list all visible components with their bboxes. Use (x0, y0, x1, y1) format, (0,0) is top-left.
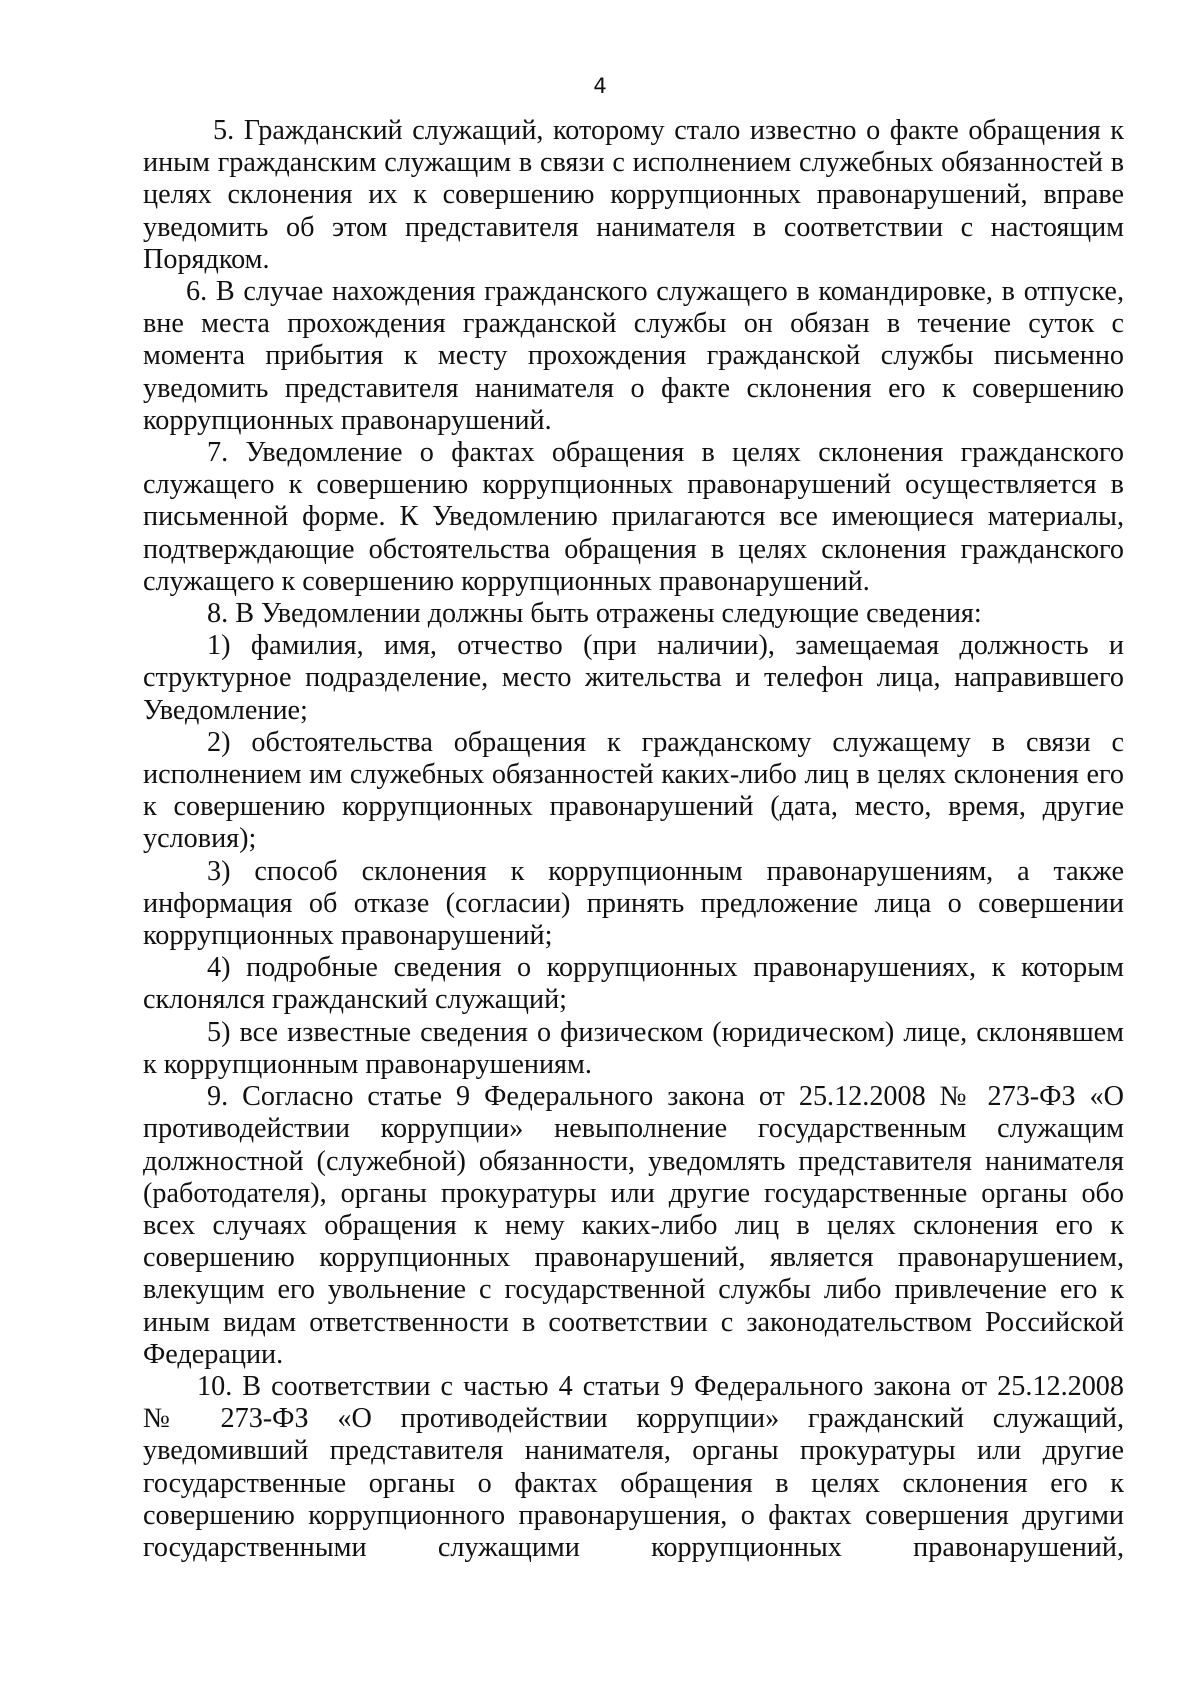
paragraph-8: 8. В Уведомлении должны быть отражены следующие сведения: (207, 598, 982, 630)
list-item-5: 5) все известные сведения о физическом (юридическом) лице, склонявшем к коррупционным правонарушениям. (143, 1016, 1124, 1080)
document-body (143, 115, 1124, 1564)
list-item-2: 2) обстоятельства обращения к гражданскому служащему в связи с исполнением им служебных обязанностей каких-либо лиц в целях склонения его к совершению коррупционных правонарушений (дата, место, время, другие условия); (143, 726, 1124, 855)
paragraph-7: 7. Уведомление о фактах обращения в целях склонения гражданского служащего к совершению коррупционных правонарушений осуществляется в письменной форме. К Уведомлению прилагаются все имеющиеся материалы, подтверждающие обстоятельства обращения в целях склонения гражданского служащего к совершению коррупционных правонарушений. (143, 437, 1124, 597)
paragraph-9: 9. Согласно статье 9 Федерального закона от 25.12.2008 № 273-ФЗ «О противодействии коррупции» невыполнение государственным служащим должностной (служебной) обязанности, уведомлять представителя нанимателя (работодателя), органы прокуратуры или другие государственные органы обо всех случаях обращения к нему каких-либо лиц в целях склонения его к совершению коррупционных правонарушений, является правонарушением, влекущим его увольнение с государственной службы либо привлечение его к иным видам ответственности в соответствии с законодательством Российской Федерации. (143, 1081, 1124, 1370)
list-item-4: 4) подробные сведения о коррупционных правонарушениях, к которым склонялся гражданский служащий; (143, 952, 1124, 1016)
list-item-3: 3) способ склонения к коррупционным правонарушениям, а также информация об отказе (согласии) принять предложение лица о совершении коррупционных правонарушений; (143, 855, 1124, 952)
paragraph-6: 6. В случае нахождения гражданского служащего в командировке, в отпуске, вне места прохождения гражданской службы он обязан в течение суток с момента прибытия к месту прохождения гражданской службы письменно уведомить представителя нанимателя о факте склонения его к совершению коррупционных правонарушений. (143, 276, 1124, 436)
list-item-1: 1) фамилия, имя, отчество (при наличии), замещаемая должность и структурное подразделение, место жительства и телефон лица, направившего Уведомление; (143, 630, 1124, 726)
page-number: 4 (593, 74, 607, 98)
paragraph-10: 10. В соответствии с частью 4 статьи 9 Федерального закона от 25.12.2008 № 273-ФЗ «О противодействии коррупции» гражданский служащий, уведомивший представителя нанимателя, органы прокуратуры или другие государственные органы о фактах обращения в целях склонения его к совершению коррупционного правонарушения, о фактах совершения другими государственными служащими коррупционных правонарушений, (143, 1370, 1124, 1563)
paragraph-5: 5. Гражданский служащий, которому стало известно о факте обращения к иным гражданским служащим в связи с исполнением служебных обязанностей в целях склонения их к совершению коррупционных правонарушений, вправе уведомить об этом представителя нанимателя в соответствии с настоящим Порядком. (143, 115, 1124, 275)
